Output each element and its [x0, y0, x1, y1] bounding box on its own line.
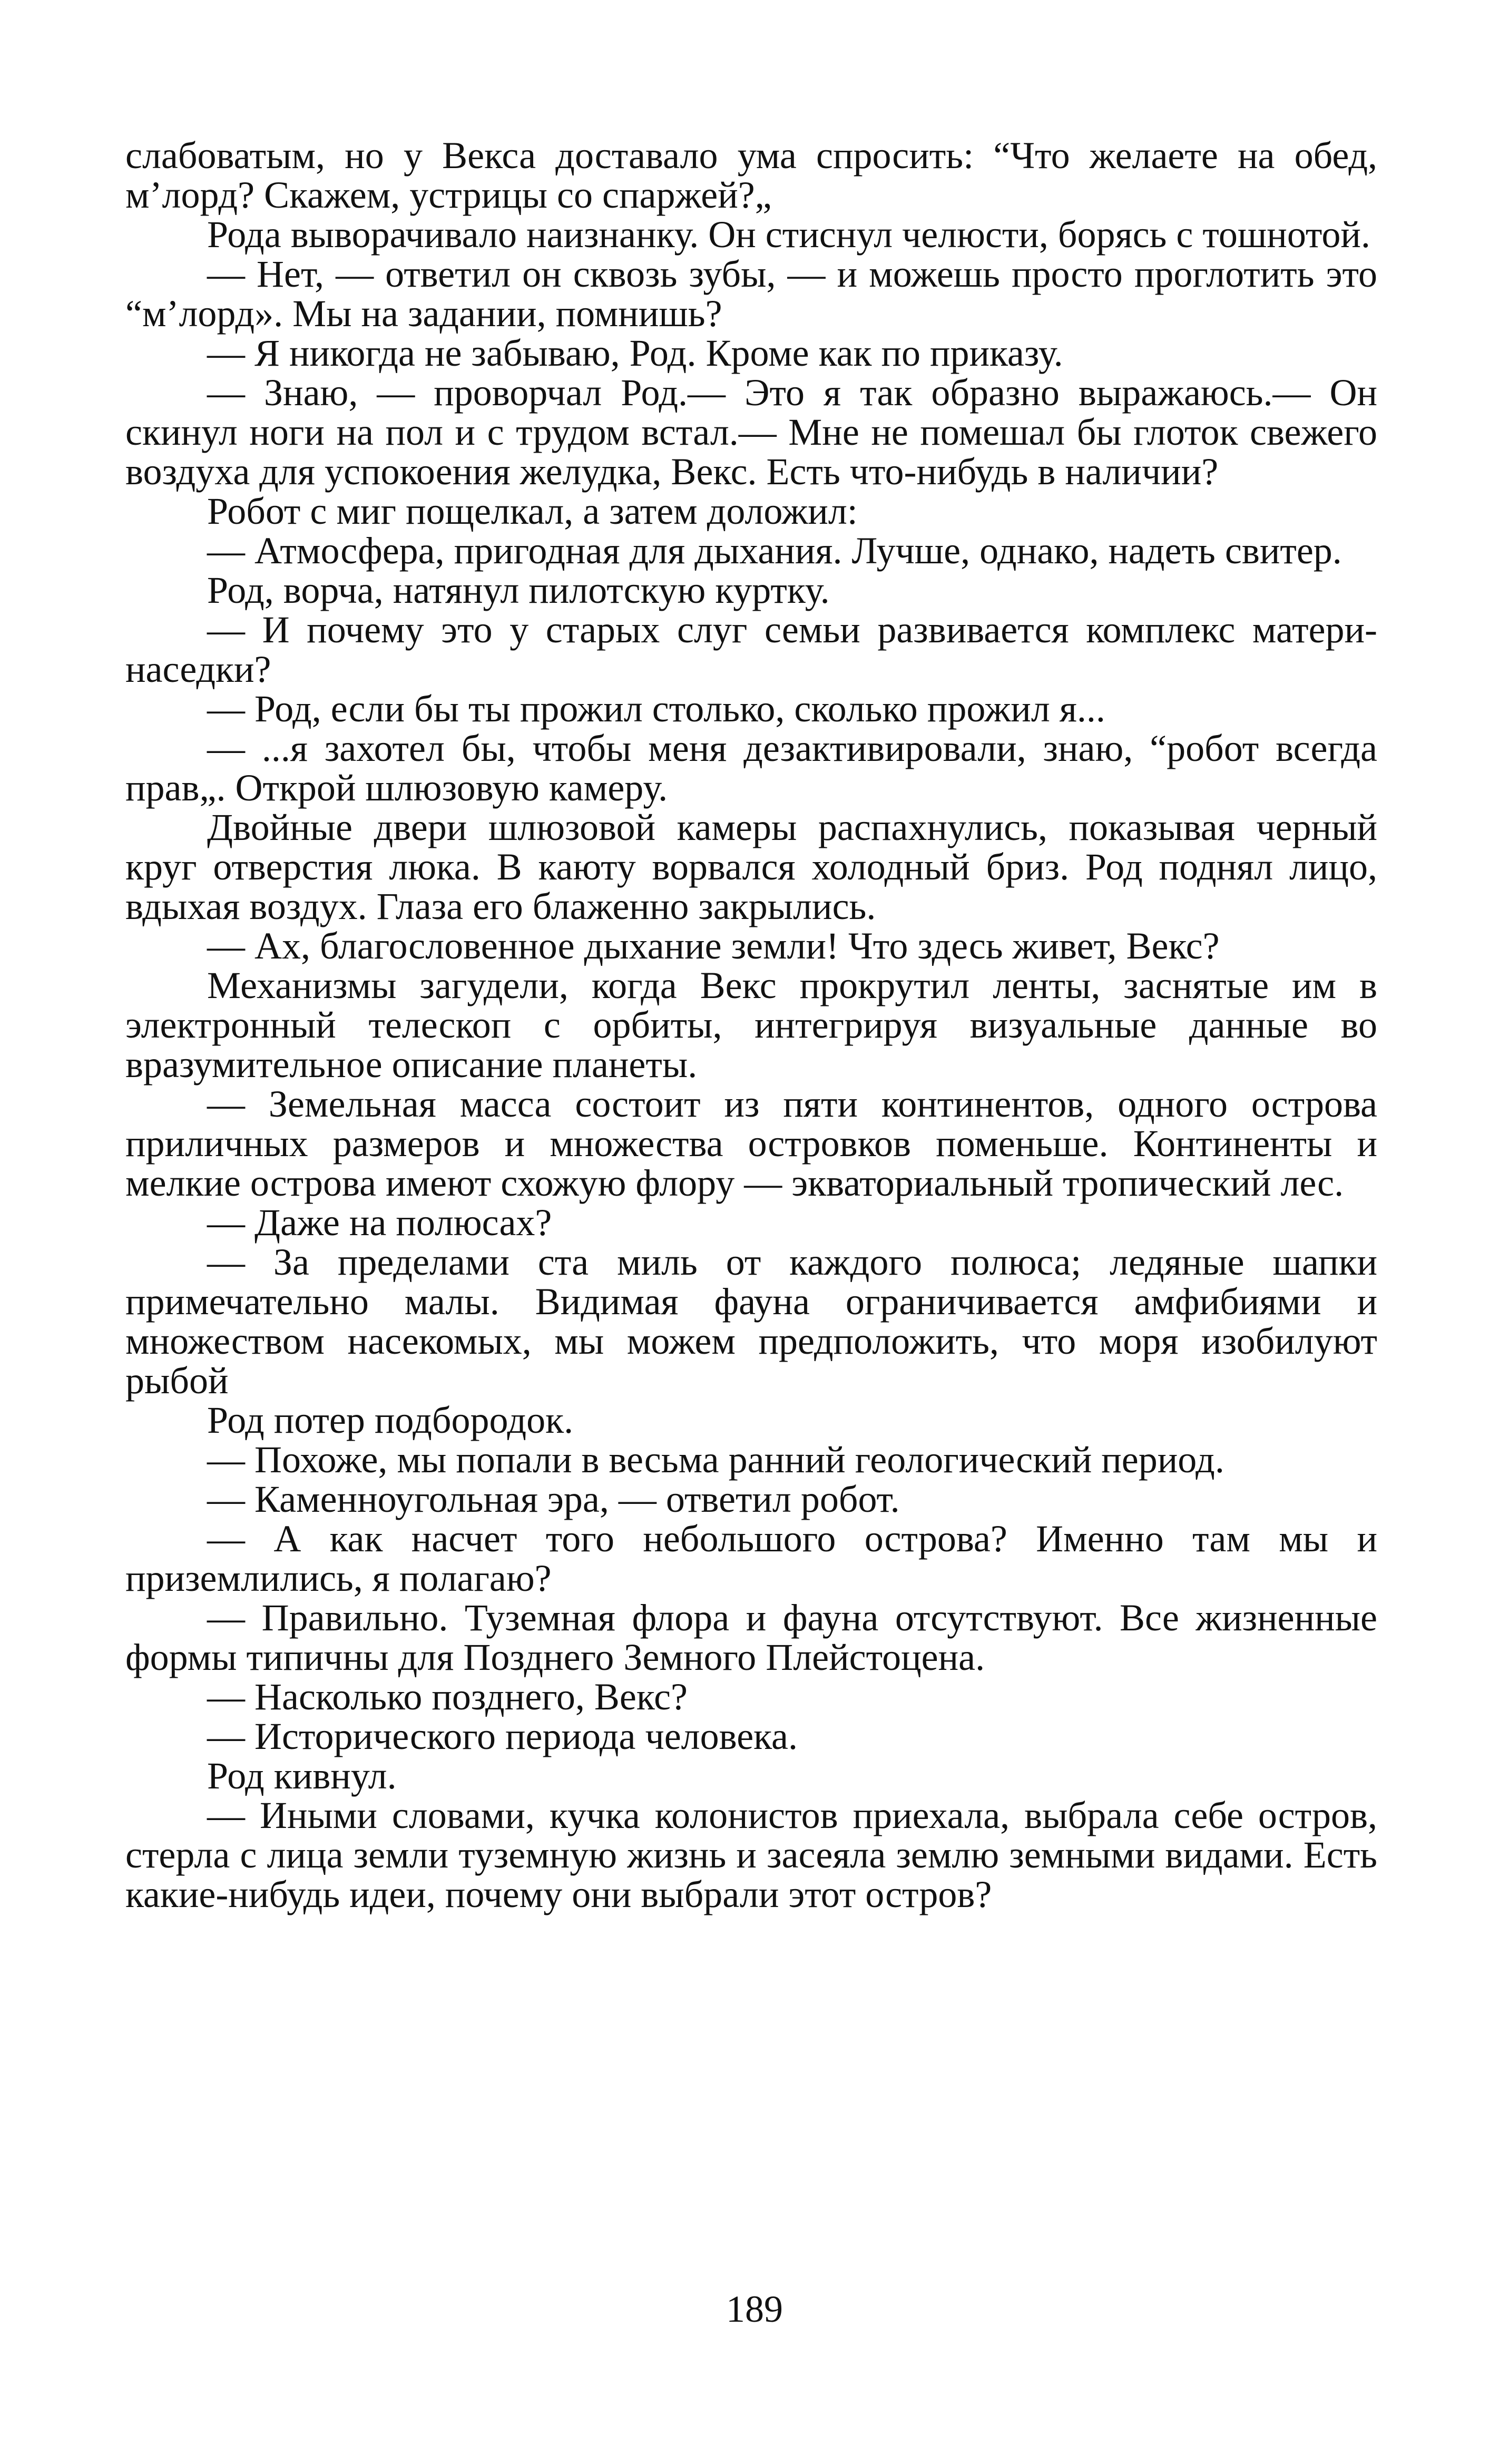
paragraph: — А как насчет того небольшого острова? Именно там мы и приземлились, я полагаю? — [125, 1518, 1377, 1599]
paragraph: — Похоже, мы попали в весьма ранний геологический период. — [207, 1439, 1224, 1481]
paragraph: — Каменноугольная эра, — ответил робот. — [207, 1478, 900, 1520]
paragraph: Двойные двери шлюзовой камеры распахнулись, показывая черный круг отверстия люка. В каюту ворвался холодный бриз. Род поднял лицо, вдыхая воздух. Глаза его блаженно закрылись. — [125, 806, 1377, 927]
paragraph: Робот с миг пощелкал, а затем доложил: — [207, 490, 858, 532]
paragraph: — Исторического периода человека. — [207, 1715, 798, 1757]
paragraph: Рода выворачивало наизнанку. Он стиснул челюсти, борясь с тошнотой. — [207, 213, 1370, 256]
paragraph: Род кивнул. — [207, 1755, 397, 1797]
paragraph: — Знаю, — проворчал Род.— Это я так образно выражаюсь.— Он скинул ноги на пол и с трудом встал.— Мне не помешал бы глоток свежего воздуха для успокоения желудка, Векс. Есть что-нибудь в наличии? — [125, 371, 1377, 493]
page-number: 189 — [726, 2288, 783, 2330]
paragraph: — ...я захотел бы, чтобы меня дезактивировали, знаю, “робот всегда прав„. Открой шлюзовую камеру. — [125, 727, 1377, 809]
paragraph: — Род, если бы ты прожил столько, сколько прожил я... — [207, 688, 1105, 730]
book-page — [125, 136, 1377, 1914]
paragraph: — Ах, благословенное дыхание земли! Что здесь живет, Векс? — [207, 925, 1220, 967]
paragraph: Род, ворча, натянул пилотскую куртку. — [207, 569, 830, 611]
paragraph: — Земельная масса состоит из пяти континентов, одного острова приличных размеров и множества островков поменьше. Континенты и мелкие острова имеют схожую флору — экваториальный тропический лес. — [125, 1083, 1377, 1204]
paragraph: — За пределами ста миль от каждого полюса; ледяные шапки примечательно малы. Видимая фауна ограничивается амфибиями и множеством насекомых, мы можем предположить, что моря изобилуют рыбой — [125, 1241, 1377, 1402]
paragraph: — Правильно. Туземная флора и фауна отсутствуют. Все жизненные формы типичны для Позднего Земного Плейстоцена. — [125, 1597, 1377, 1678]
paragraph: — Я никогда не забываю, Род. Кроме как по приказу. — [207, 332, 1063, 374]
paragraph: Род потер подбородок. — [207, 1399, 574, 1441]
paragraph: — Насколько позднего, Векс? — [207, 1676, 688, 1718]
paragraph: — Иными словами, кучка колонистов приехала, выбрала себе остров, стерла с лица земли туземную жизнь и засеяла землю земными видами. Есть какие-нибудь идеи, почему они выбрали этот остров? — [125, 1794, 1377, 1915]
paragraph: слабоватым, но у Векса доставало ума спросить: “Что желаете на обед, м’лорд? Скажем, устрицы со спаржей?„ — [125, 134, 1377, 216]
paragraph: — Даже на полюсах? — [207, 1201, 552, 1244]
paragraph: — Нет, — ответил он сквозь зубы, — и можешь просто проглотить это “м’лорд». Мы на задании, помнишь? — [125, 253, 1377, 335]
paragraph: — И почему это у старых слуг семьи развивается комплекс матери-наседки? — [125, 609, 1377, 690]
paragraph: Механизмы загудели, когда Векс прокрутил ленты, заснятые им в электронный телескоп с орбиты, интегрируя визуальные данные во вразумительное описание планеты. — [125, 964, 1377, 1086]
paragraph: — Атмосфера, пригодная для дыхания. Лучше, однако, надеть свитер. — [207, 530, 1342, 572]
page-text-body — [125, 136, 1377, 1914]
